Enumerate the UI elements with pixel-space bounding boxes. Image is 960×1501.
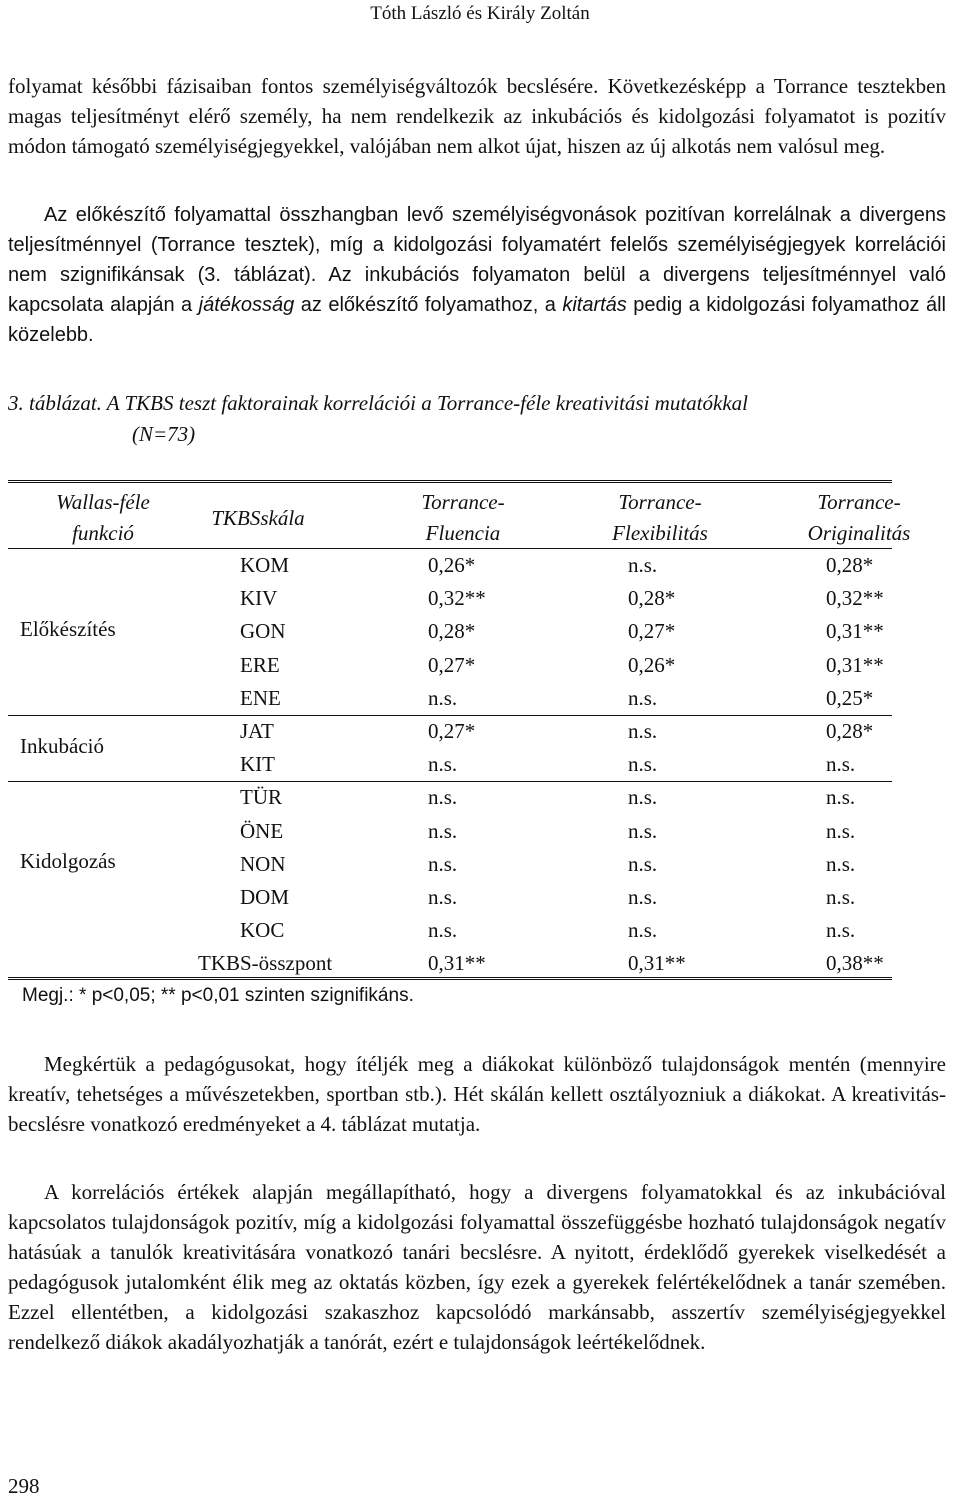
cell-flexibility: n.s. xyxy=(628,719,658,743)
cell-originality: n.s. xyxy=(826,918,856,943)
cell-fluency: n.s. xyxy=(428,851,458,876)
cell-scale: TÜR xyxy=(240,785,282,810)
header-scale: TKBSskála xyxy=(211,506,305,530)
emphasis-kitartas: kitartás xyxy=(562,294,627,316)
paragraph-4: A korrelációs értékek alapján megállapítható, hogy a divergens folyamatokkal és az inkubációval kapcsolatos tulajdonságok pozitív, míg a kidolgozási folyamattal összefüggésbe hozható tulajdonságok negatív hatásúak a tanulók kreativitására vonatkozó tanári becslésre. A nyitott, érdeklődő gyerekek viselkedését a pedagógusok jutalomként élik meg az oktatás közben, így ezek a gyerekek felértékelődnek a tanár szemében. Ezzel ellentétben, a kidolgozási szakaszhoz kapcsolódó markánsabb, asszertív személyiségjegyekkel rendelkező diákok akadályozhatják a tanórát, ezért e tulajdonságok leértékelődnek. xyxy=(8,1180,946,1354)
cell-flexibility: 0,28* xyxy=(628,586,676,611)
cell-originality: n.s. xyxy=(826,785,856,810)
cell-flexibility: n.s. xyxy=(628,818,658,843)
cell-originality: n.s. xyxy=(826,752,856,777)
running-header: Tóth László és Király Zoltán xyxy=(370,3,590,24)
cell-originality: n.s. xyxy=(826,885,856,909)
table-top-rule xyxy=(8,480,892,483)
group-preparation: Előkészítés xyxy=(20,617,116,641)
cell-scale: KOC xyxy=(240,918,285,943)
cell-originality: 0,28* xyxy=(826,553,874,577)
cell-fluency: 0,26* xyxy=(428,553,476,577)
cell-scale: ERE xyxy=(240,652,280,677)
cell-flexibility: n.s. xyxy=(628,752,658,777)
cell-originality: 0,28* xyxy=(826,719,874,743)
header-originality: Torrance- Originalitás xyxy=(807,490,911,545)
cell-flexibility: n.s. xyxy=(628,685,658,710)
header-flexibility: Torrance- Flexibilitás xyxy=(612,490,708,545)
cell-flexibility: 0,27* xyxy=(628,619,676,644)
cell-fluency: n.s. xyxy=(428,685,458,710)
emphasis-jatekossag: játékosság xyxy=(198,294,295,316)
page-number: 298 xyxy=(8,1474,40,1498)
group-elaboration: Kidolgozás xyxy=(20,849,116,873)
cell-scale: GON xyxy=(240,619,286,644)
cell-originality: 0,25* xyxy=(826,685,874,710)
cell-fluency: n.s. xyxy=(428,818,458,843)
group-incubation: Inkubáció xyxy=(20,734,104,758)
cell-scale: NON xyxy=(240,851,286,876)
paragraph-2: Az előkészítő folyamattal összhangban levő személyiségvonások pozitívan korrelálnak a divergens teljesítménnyel (Torrance tesztek), míg a kidolgozási folyamatért felelős személyiségjegyek korrelációi nem szignifikánsak (3. táblázat). Az inkubációs folyamaton belül a divergens teljesítménnyel való kapcsolata alapján a játékosság az előkészítő folyamathoz, a kitartás pedig a kidolgozási folyamathoz áll közelebb. xyxy=(8,204,946,346)
cell-flexibility: 0,26* xyxy=(628,652,676,677)
cell-originality: 0,31** xyxy=(826,619,884,644)
cell-fluency: n.s. xyxy=(428,785,458,810)
cell-scale: KOM xyxy=(240,553,290,577)
caption-line-2: (N=73) xyxy=(132,422,196,446)
cell-flexibility: n.s. xyxy=(628,885,658,909)
cell-flexibility: n.s. xyxy=(628,553,658,577)
cell-fluency: n.s. xyxy=(428,885,458,909)
cell-flexibility: 0,31** xyxy=(628,951,686,976)
header-wallas: Wallas-féle funkció xyxy=(56,490,150,545)
cell-scale: JAT xyxy=(240,719,274,743)
cell-scale: ENE xyxy=(240,685,281,710)
cell-originality: n.s. xyxy=(826,851,856,876)
cell-scale: ÖNE xyxy=(240,818,284,843)
cell-scale: TKBS-összpont xyxy=(198,951,333,976)
paragraph-1: folyamat későbbi fázisaiban fontos személyiségváltozók becslésére. Következésképp a Torrance tesztekben magas teljesítményt elérő személy, ha nem rendelkezik az inkubációs és kidolgozási folyamatot is pozitív módon támogató személyiségjegyekkel, valójában nem alkot újat, hiszen az új alkotás nem valósul meg. xyxy=(8,74,946,158)
cell-scale: KIT xyxy=(240,752,275,777)
cell-flexibility: n.s. xyxy=(628,918,658,943)
cell-scale: DOM xyxy=(240,885,290,909)
cell-fluency: n.s. xyxy=(428,752,458,777)
cell-flexibility: n.s. xyxy=(628,785,658,810)
cell-fluency: 0,27* xyxy=(428,652,476,677)
table-caption xyxy=(8,388,748,450)
paragraph-3: Megkértük a pedagógusokat, hogy ítéljék meg a diákokat különböző tulajdonságok mentén (mennyire kreatív, tehetséges a művészetekben, sportban stb.). Hét skálán kellett osztályozniuk a diákokat. A kreativitás-becslésre vonatkozó eredményeket a 4. táblázat mutatja. xyxy=(8,1052,946,1136)
cell-originality: n.s. xyxy=(826,818,856,843)
cell-scale: KIV xyxy=(240,586,278,611)
caption-line-1: 3. táblázat. A TKBS teszt faktorainak korrelációi a Torrance-féle kreativitási mutatókkal xyxy=(8,391,748,415)
header-fluency: Torrance- Fluencia xyxy=(421,490,505,545)
cell-flexibility: n.s. xyxy=(628,851,658,876)
cell-fluency: n.s. xyxy=(428,918,458,943)
cell-fluency: 0,31** xyxy=(428,951,486,976)
cell-fluency: 0,27* xyxy=(428,719,476,743)
table-note: Megj.: * p<0,05; ** p<0,01 szinten szignifikáns. xyxy=(22,985,414,1006)
cell-originality: 0,31** xyxy=(826,652,884,677)
cell-fluency: 0,32** xyxy=(428,586,486,611)
cell-fluency: 0,28* xyxy=(428,619,476,644)
cell-originality: 0,38** xyxy=(826,951,884,976)
cell-originality: 0,32** xyxy=(826,586,884,611)
